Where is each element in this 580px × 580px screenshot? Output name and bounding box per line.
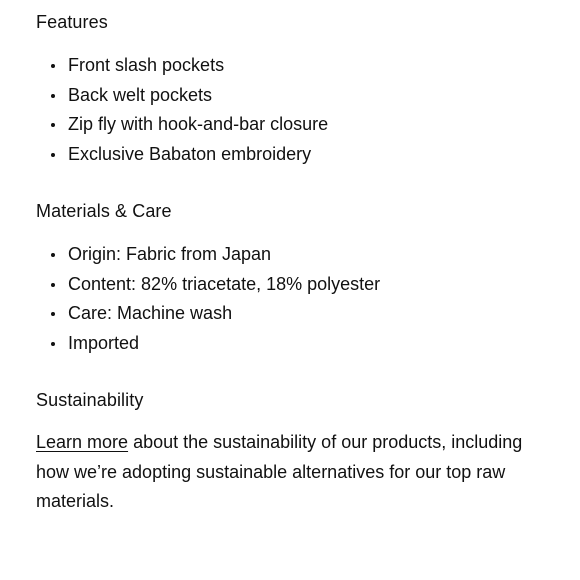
list-item bbox=[36, 110, 544, 140]
list-item bbox=[36, 270, 544, 300]
sustainability-body-text: about the sustainability of our products, including how we’re adopting sustainable alternatives for our top raw materials. bbox=[36, 432, 523, 511]
bullet-icon bbox=[51, 153, 55, 157]
list-item-text: Exclusive Babaton embroidery bbox=[68, 143, 312, 164]
list-item-text: Front slash pockets bbox=[68, 55, 225, 75]
section-spacer bbox=[36, 358, 544, 388]
list-item-text: Content: 82% triacetate, 18% polyester bbox=[68, 273, 381, 294]
list-item bbox=[36, 51, 544, 81]
bullet-icon bbox=[51, 123, 55, 127]
section-spacer bbox=[36, 169, 544, 199]
materials-care-section bbox=[36, 199, 544, 358]
list-item-text: Origin: Fabric from Japan bbox=[68, 244, 272, 264]
bullet-icon bbox=[51, 342, 55, 346]
list-item bbox=[36, 81, 544, 111]
list-item bbox=[36, 329, 544, 359]
features-section bbox=[36, 10, 544, 169]
learn-more-link[interactable]: Learn more bbox=[36, 432, 129, 452]
sustainability-heading: Sustainability bbox=[36, 390, 144, 410]
bullet-icon bbox=[51, 253, 55, 257]
list-item-text: Care: Machine wash bbox=[68, 303, 233, 323]
list-item-text: Zip fly with hook-and-bar closure bbox=[68, 114, 329, 134]
features-list bbox=[36, 51, 544, 169]
materials-care-list bbox=[36, 240, 544, 358]
bullet-icon bbox=[51, 312, 55, 316]
list-item-text: Imported bbox=[68, 332, 140, 353]
list-item bbox=[36, 299, 544, 329]
features-heading: Features bbox=[36, 12, 108, 32]
bullet-icon bbox=[51, 283, 55, 287]
list-item bbox=[36, 140, 544, 170]
list-item-text: Back welt pockets bbox=[68, 84, 213, 105]
bullet-icon bbox=[51, 94, 55, 98]
materials-care-heading: Materials & Care bbox=[36, 201, 172, 221]
sustainability-section bbox=[36, 388, 544, 517]
list-item bbox=[36, 240, 544, 270]
sustainability-paragraph bbox=[36, 428, 544, 517]
bullet-icon bbox=[51, 64, 55, 68]
